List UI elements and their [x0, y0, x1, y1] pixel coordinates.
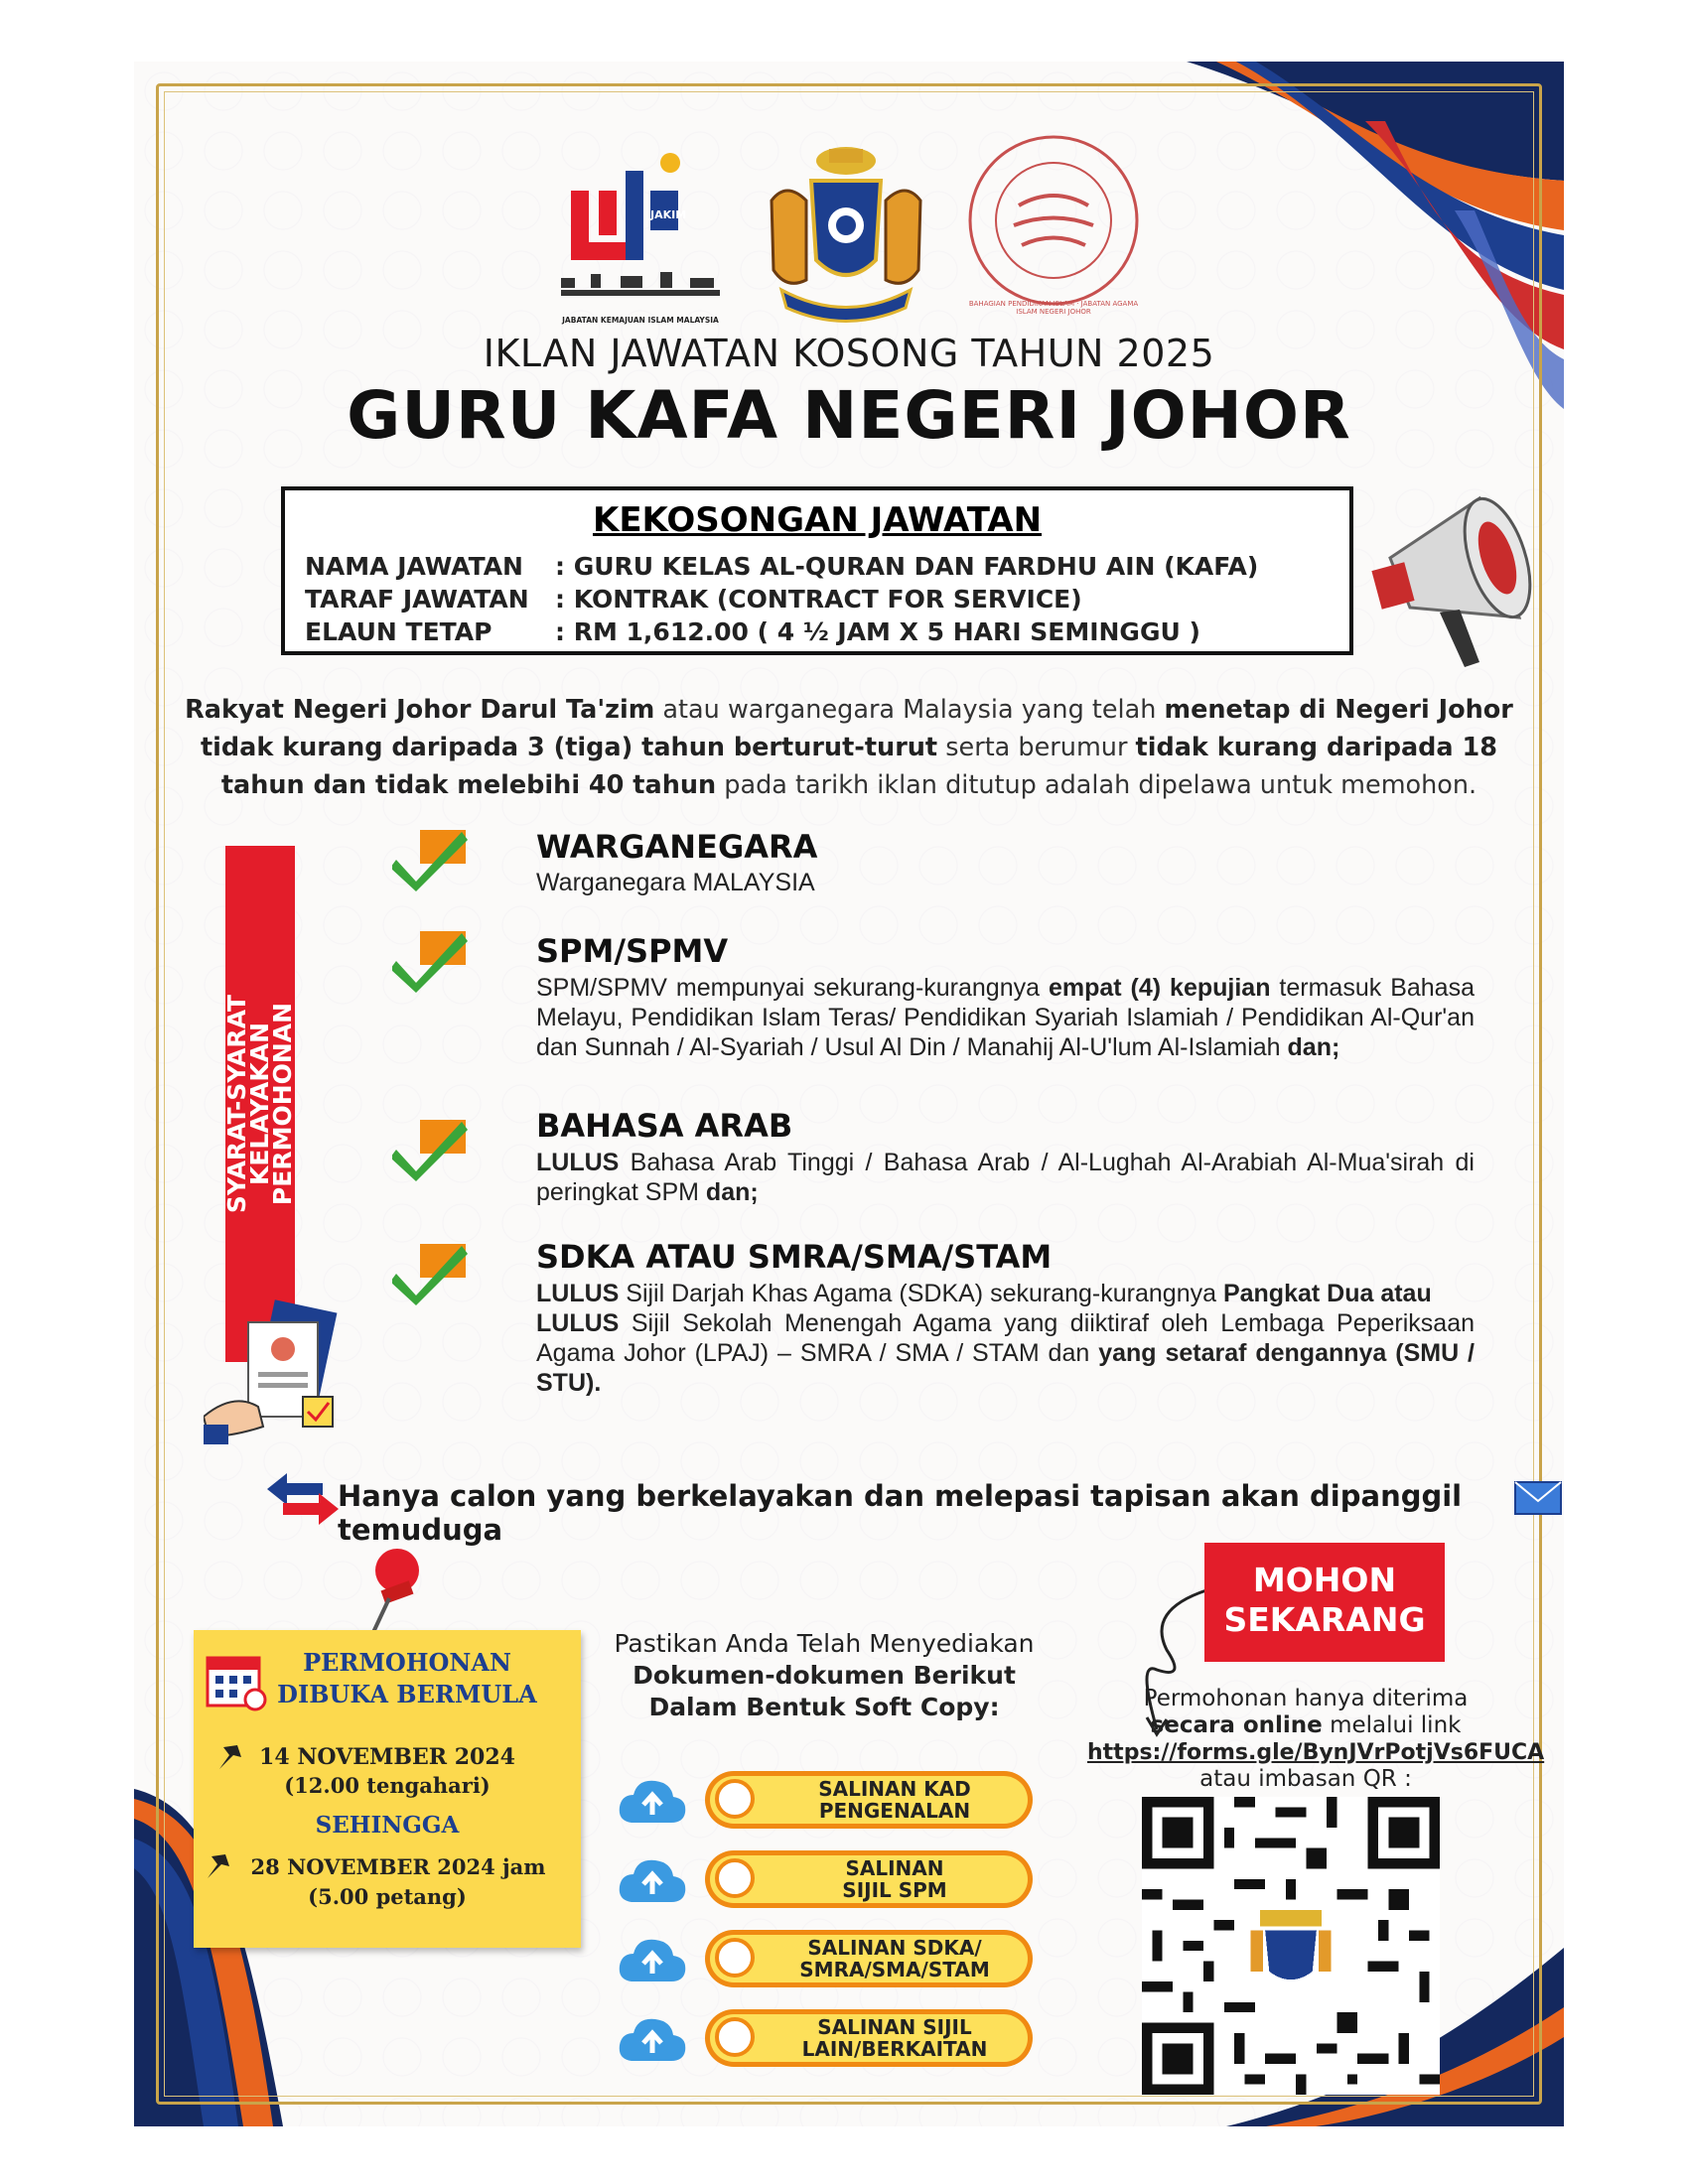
- page-subtitle: IKLAN JAWATAN KOSONG TAHUN 2025: [483, 332, 1215, 375]
- req-text: Sijil Sekolah Menengah Agama yang diiktiraf oleh Lembaga Peperiksaan Agama Johor (LPAJ) – SMRA / SMA / STAM dan: [536, 1309, 1475, 1367]
- apply-line: melalui link: [1322, 1712, 1462, 1738]
- open-label: DIBUKA BERMULA: [277, 1680, 537, 1708]
- intro-bold: tidak kurang daripada 18 tahun dan tidak melebihi 40 tahun: [220, 733, 1498, 800]
- document-label: [765, 1937, 1025, 1980]
- req-bold: LULUS: [536, 1149, 620, 1176]
- document-item: [705, 2009, 1033, 2067]
- until-label: SEHINGGA: [315, 1812, 460, 1839]
- documents-hand-icon: [204, 1297, 372, 1446]
- online-application-info: [1087, 1686, 1545, 1793]
- vacancy-value: : KONTRAK (CONTRACT FOR SERVICE): [555, 585, 1082, 614]
- doc-line: SMRA/SMA/STAM: [799, 1958, 990, 1981]
- bullet-icon: [715, 2017, 755, 2057]
- requirements-sidebar: [222, 846, 297, 1362]
- document-label: [765, 1857, 1025, 1901]
- doc-line: SALINAN SIJIL: [817, 2015, 972, 2039]
- megaphone-icon: [1370, 478, 1544, 677]
- requirement-text: [536, 1279, 1475, 1398]
- intro-bold: Rakyat Negeri Johor Darul Ta'zim: [185, 695, 655, 725]
- vacancy-box: [281, 486, 1353, 655]
- bullet-icon: [715, 1938, 755, 1978]
- vacancy-heading: KEKOSONGAN JAWATAN: [592, 500, 1043, 540]
- checkmark-icon: [392, 824, 472, 891]
- bullet-icon: [715, 1858, 755, 1898]
- vacancy-value: : GURU KELAS AL-QURAN DAN FARDHU AIN (KAFA): [555, 552, 1259, 581]
- apply-now-button[interactable]: [1204, 1543, 1445, 1662]
- application-dates-note: [194, 1630, 581, 1948]
- upload-cloud-icon: [618, 1854, 687, 1906]
- document-label: [765, 1778, 1025, 1822]
- docs-line: Pastikan Anda Telah Menyediakan: [614, 1629, 1035, 1658]
- doc-line: PENGENALAN: [818, 1799, 971, 1823]
- vacancy-row: [305, 617, 1200, 646]
- req-bold: empat (4) kepujian: [1048, 974, 1271, 1002]
- checkmark-icon: [392, 925, 472, 993]
- requirement-title: SDKA ATAU SMRA/SMA/STAM: [536, 1238, 1053, 1276]
- apply-bold: secara online: [1150, 1712, 1323, 1738]
- req-bold: Pangkat Dua atau: [1222, 1280, 1432, 1307]
- start-date: 14 NOVEMBER 2024: [259, 1744, 515, 1770]
- sidebar-line: PERMOHONAN: [268, 1002, 297, 1206]
- note-text: Hanya calon yang berkelayakan dan melepasi tapisan akan dipanggil temuduga: [338, 1479, 1463, 1547]
- sidebar-line: SYARAT-SYARAT: [222, 994, 251, 1214]
- requirement-title: WARGANEGARA: [536, 828, 818, 866]
- document-item: [705, 1771, 1033, 1829]
- vacancy-value: : RM 1,612.00 ( 4 ½ JAM X 5 HARI SEMINGGU ): [555, 617, 1200, 646]
- req-text: termasuk Bahasa Melayu, Pendidikan Islam Teras/ Pendidikan Syariah Islamiah / Pendidikan Al-Qur'an dan Sunnah / Al-Syariah / Usul Al Din / Manahij Al-U'lum Al-Islamiah: [536, 974, 1475, 1061]
- open-label: PERMOHONAN: [303, 1648, 511, 1677]
- jakim-logo: [551, 151, 730, 349]
- seal-ring-text: BAHAGIAN PENDIDIKAN ISLAM · JABATAN AGAMA ISLAM NEGERI JOHOR: [968, 300, 1139, 316]
- req-bold: yang setaraf dengannya (SMU / STU).: [536, 1339, 1475, 1397]
- vacancy-label: NAMA JAWATAN: [305, 552, 523, 581]
- requirement-text: [536, 973, 1475, 1062]
- apply-label: MOHON: [1252, 1561, 1397, 1599]
- req-bold: dan;: [705, 1178, 759, 1206]
- apply-label: SEKARANG: [1223, 1600, 1426, 1639]
- end-date: 28 NOVEMBER 2024 jam: [250, 1854, 546, 1879]
- envelope-icon: [1514, 1481, 1562, 1515]
- req-bold: dan;: [1287, 1033, 1340, 1061]
- intro-text: pada tarikh iklan ditutup adalah dipelawa untuk memohon.: [716, 770, 1477, 800]
- upload-cloud-icon: [618, 2013, 687, 2065]
- documents-heading: [576, 1628, 1072, 1723]
- poster: [134, 62, 1564, 2126]
- document-item: [705, 1850, 1033, 1908]
- vacancy-label: TARAF JAWATAN: [305, 585, 529, 614]
- seal-icon: [964, 131, 1143, 310]
- vacancy-label: ELAUN TETAP: [305, 617, 492, 646]
- requirement-title: BAHASA ARAB: [536, 1107, 793, 1145]
- requirement-text: Warganegara MALAYSIA: [536, 869, 815, 896]
- document-item: [705, 1930, 1033, 1987]
- doc-line: SALINAN KAD: [818, 1777, 971, 1801]
- interview-note: [223, 1469, 1534, 1547]
- apply-line: atau imbasan QR :: [1199, 1766, 1412, 1792]
- sidebar-line: KELAYAKAN: [245, 1022, 274, 1186]
- religious-dept-seal: [964, 131, 1143, 316]
- checkmark-icon: [392, 1238, 472, 1305]
- document-label: [765, 2016, 1025, 2060]
- jakim-subtitle: JABATAN KEMAJUAN ISLAM MALAYSIA: [562, 316, 719, 325]
- intro-text: atau warganegara Malaysia yang telah: [654, 695, 1165, 725]
- req-bold: LULUS: [536, 1280, 620, 1307]
- req-text: Sijil Darjah Khas Agama (SDKA) sekurang-kurangnya: [619, 1280, 1223, 1307]
- qr-code[interactable]: [1142, 1797, 1440, 2095]
- start-time: (12.00 tengahari): [284, 1773, 491, 1798]
- sidebar-label: [222, 846, 297, 1362]
- vacancy-row: [305, 585, 1082, 614]
- bullet-icon: [715, 1779, 755, 1819]
- requirement-title: SPM/SPMV: [536, 932, 729, 970]
- upload-cloud-icon: [618, 1775, 687, 1827]
- apply-line: Permohonan hanya diterima: [1143, 1686, 1469, 1711]
- docs-line: Dalam Bentuk Soft Copy:: [648, 1693, 1000, 1721]
- req-text: Bahasa Arab Tinggi / Bahasa Arab / Al-Lughah Al-Arabiah Al-Mua'sirah di peringkat SPM: [536, 1149, 1475, 1206]
- doc-line: SIJIL SPM: [842, 1878, 947, 1902]
- application-link[interactable]: https://forms.gle/BynJVrPotjVs6FUCA: [1087, 1740, 1545, 1765]
- intro-text: serta berumur: [937, 733, 1136, 762]
- end-time: (5.00 petang): [308, 1884, 467, 1909]
- jakim-text: JAKIM: [650, 208, 687, 221]
- doc-line: SALINAN SDKA/: [807, 1936, 982, 1960]
- doc-line: LAIN/BERKAITAN: [801, 2037, 988, 2061]
- intro-bold: menetap di Negeri Johor tidak kurang daripada 3 (tiga) tahun berturut-turut: [200, 695, 1513, 762]
- swap-arrows-icon: [263, 1471, 343, 1527]
- upload-cloud-icon: [618, 1934, 687, 1985]
- page-title: GURU KAFA NEGERI JOHOR: [347, 377, 1351, 454]
- req-text: SPM/SPMV mempunyai sekurang-kurangnya: [536, 974, 1049, 1002]
- requirement-text: [536, 1148, 1475, 1207]
- docs-line: Dokumen-dokumen Berikut: [633, 1661, 1016, 1690]
- checkmark-icon: [392, 1114, 472, 1181]
- doc-line: SALINAN: [845, 1856, 944, 1880]
- johor-coat-of-arms-icon: [762, 141, 930, 330]
- intro-paragraph: [164, 691, 1534, 804]
- req-bold: LULUS: [536, 1309, 620, 1337]
- vacancy-row: [305, 552, 1258, 581]
